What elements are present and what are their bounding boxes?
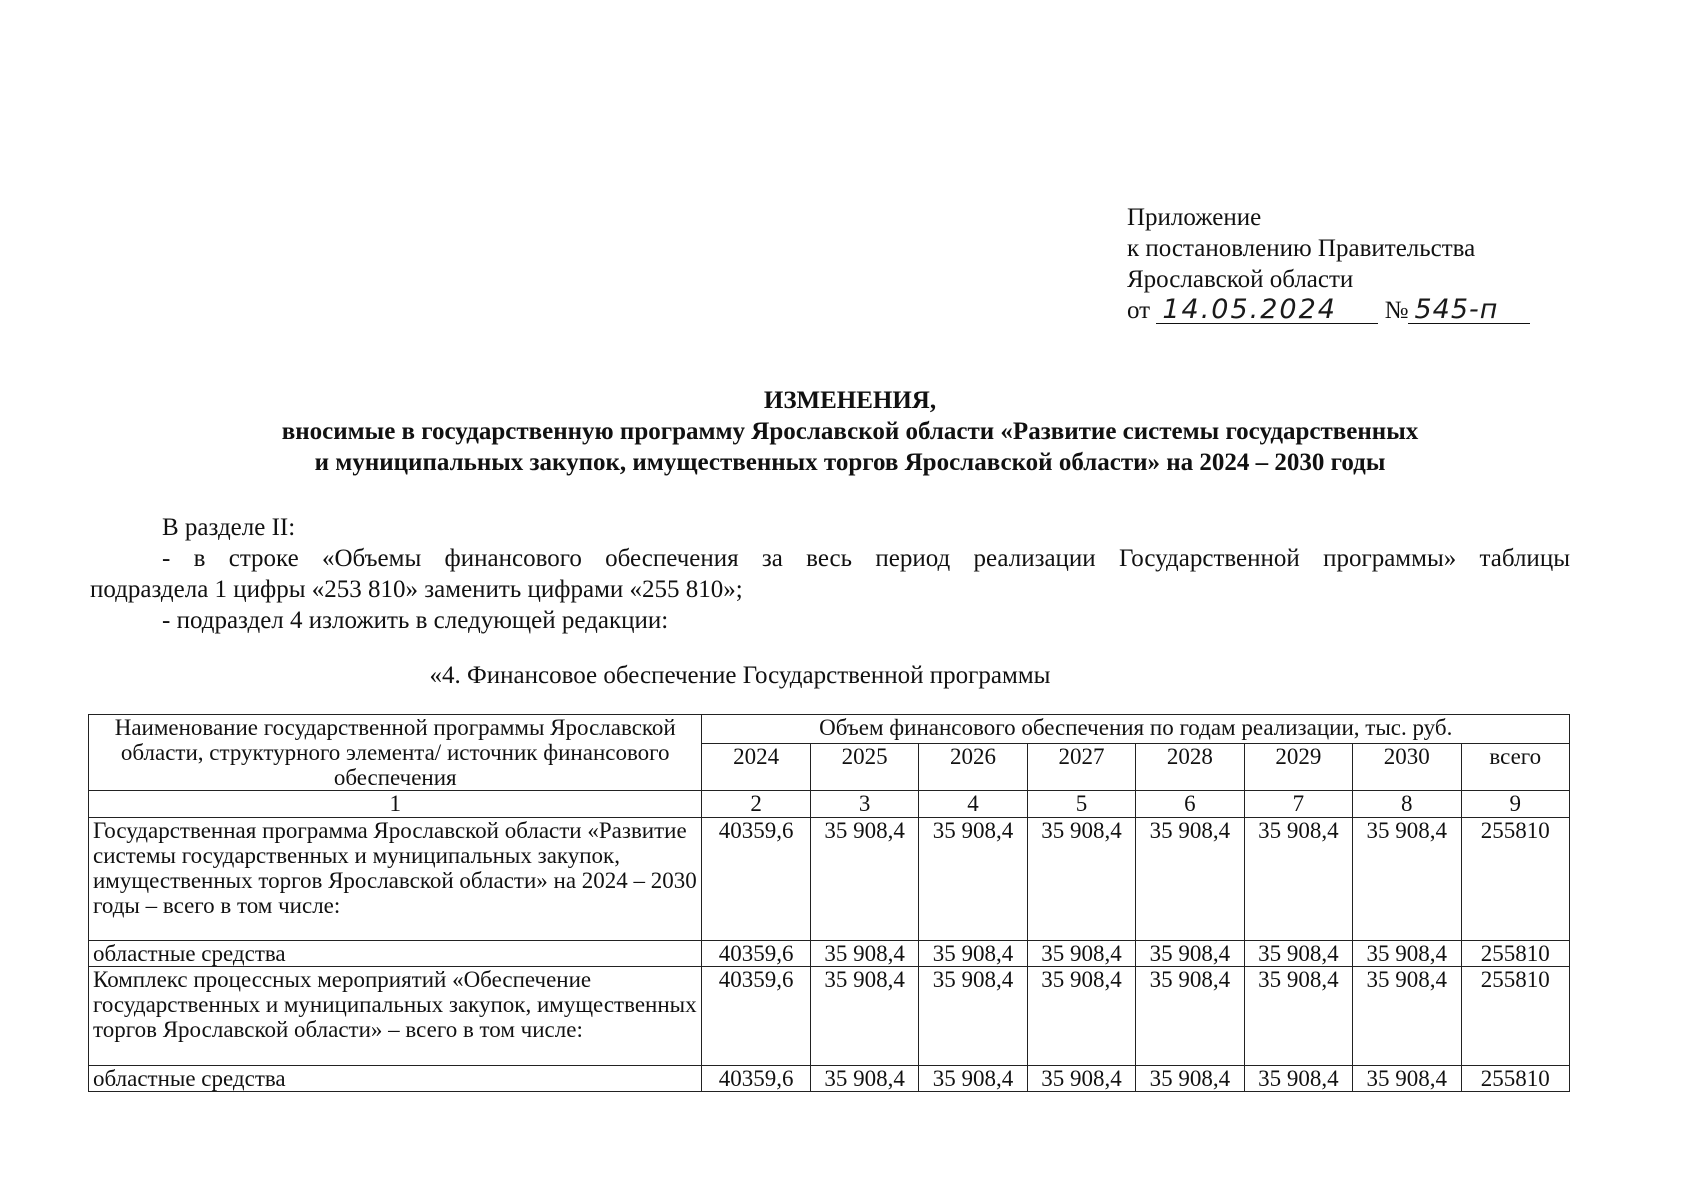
year-header: 2029 — [1244, 744, 1352, 791]
title-line-1: ИЗМЕНЕНИЯ, — [763, 387, 937, 414]
year-header: 2028 — [1136, 744, 1244, 791]
year-header: 2025 — [810, 744, 918, 791]
title-line-2: вносимые в государственную программу Ярославской области «Развитие системы государственных — [281, 418, 1419, 445]
row-value: 35 908,4 — [919, 941, 1027, 967]
row-value: 40359,6 — [702, 941, 810, 967]
row-value: 35 908,4 — [1027, 941, 1135, 967]
paragraph-change-1a: - в строке «Объемы финансового обеспечения за весь период реализации Государственной программы» таблицы — [162, 545, 1570, 572]
number-prefix: № — [1384, 297, 1409, 324]
row-value: 255810 — [1461, 967, 1569, 1066]
table-row — [89, 967, 1570, 1066]
appendix-line-1: Приложение — [1127, 204, 1262, 231]
row-value: 255810 — [1461, 818, 1569, 941]
year-header: 2026 — [919, 744, 1027, 791]
row-value: 255810 — [1461, 941, 1569, 967]
row-value: 35 908,4 — [919, 967, 1027, 1066]
row-value: 255810 — [1461, 1066, 1569, 1092]
row-value: 35 908,4 — [810, 818, 918, 941]
document-title — [170, 385, 1530, 478]
appendix-line-2: к постановлению Правительства — [1127, 235, 1476, 262]
row-value: 35 908,4 — [1244, 1066, 1352, 1092]
year-header: 2030 — [1353, 744, 1461, 791]
row-value: 35 908,4 — [1353, 967, 1461, 1066]
handwritten-number: 545-п — [1408, 297, 1530, 324]
column-index: 4 — [919, 791, 1027, 818]
row-value: 35 908,4 — [919, 818, 1027, 941]
table-subtitle: «4. Финансовое обеспечение Государственной программы — [429, 662, 1051, 689]
table-row — [89, 818, 1570, 941]
year-header: всего — [1461, 744, 1569, 791]
row-value: 35 908,4 — [1244, 818, 1352, 941]
row-value: 35 908,4 — [1244, 967, 1352, 1066]
row-name: областные средства — [89, 1066, 702, 1092]
index-row — [89, 791, 1570, 818]
row-value: 35 908,4 — [810, 941, 918, 967]
appendix-date-line — [1127, 295, 1530, 326]
appendix-block — [1127, 202, 1530, 326]
header-name: Наименование государственной программы Ярославской области, структурного элемента/ источник финансового обеспечения — [89, 715, 702, 791]
row-value: 40359,6 — [702, 1066, 810, 1092]
year-header: 2027 — [1027, 744, 1135, 791]
row-value: 35 908,4 — [919, 1066, 1027, 1092]
paragraph-change-2: - подраздел 4 изложить в следующей редакции: — [162, 607, 669, 634]
row-value: 35 908,4 — [1136, 941, 1244, 967]
row-value: 35 908,4 — [1353, 818, 1461, 941]
header-volume: Объем финансового обеспечения по годам реализации, тыс. руб. — [702, 715, 1570, 744]
paragraph-change-1b: подраздела 1 цифры «253 810» заменить цифрами «255 810»; — [90, 576, 743, 603]
table-row — [89, 941, 1570, 967]
paragraph-section: В разделе II: — [162, 514, 296, 541]
column-index: 8 — [1353, 791, 1461, 818]
body-text — [90, 512, 1570, 636]
row-value: 35 908,4 — [1136, 1066, 1244, 1092]
row-value: 35 908,4 — [810, 1066, 918, 1092]
row-value: 35 908,4 — [1353, 941, 1461, 967]
table-row — [89, 1066, 1570, 1092]
title-line-3: и муниципальных закупок, имущественных торгов Ярославской области» на 2024 – 2030 годы — [314, 449, 1386, 476]
table-body — [89, 791, 1570, 1092]
row-value: 35 908,4 — [1244, 941, 1352, 967]
date-prefix: от — [1127, 297, 1151, 324]
appendix-line-3: Ярославской области — [1127, 266, 1354, 293]
year-header: 2024 — [702, 744, 810, 791]
row-value: 35 908,4 — [1027, 1066, 1135, 1092]
column-index: 1 — [89, 791, 702, 818]
row-value: 35 908,4 — [1027, 967, 1135, 1066]
column-index: 2 — [702, 791, 810, 818]
row-value: 35 908,4 — [810, 967, 918, 1066]
row-value: 35 908,4 — [1353, 1066, 1461, 1092]
handwritten-date: 14.05.2024 — [1156, 297, 1378, 324]
column-index: 6 — [1136, 791, 1244, 818]
row-value: 40359,6 — [702, 967, 810, 1066]
financing-table — [88, 714, 1570, 1092]
row-value: 35 908,4 — [1027, 818, 1135, 941]
row-name: областные средства — [89, 941, 702, 967]
row-value: 35 908,4 — [1136, 967, 1244, 1066]
row-name: Комплекс процессных мероприятий «Обеспечение государственных и муниципальных закупок, имущественных торгов Ярославской области» – всего в том числе: — [89, 967, 702, 1066]
column-index: 5 — [1027, 791, 1135, 818]
column-index: 7 — [1244, 791, 1352, 818]
row-name: Государственная программа Ярославской области «Развитие системы государственных и муниципальных закупок, имущественных торгов Ярославской области» на 2024 – 2030 годы – всего в том числе: — [89, 818, 702, 941]
row-value: 40359,6 — [702, 818, 810, 941]
column-index: 3 — [810, 791, 918, 818]
column-index: 9 — [1461, 791, 1569, 818]
row-value: 35 908,4 — [1136, 818, 1244, 941]
